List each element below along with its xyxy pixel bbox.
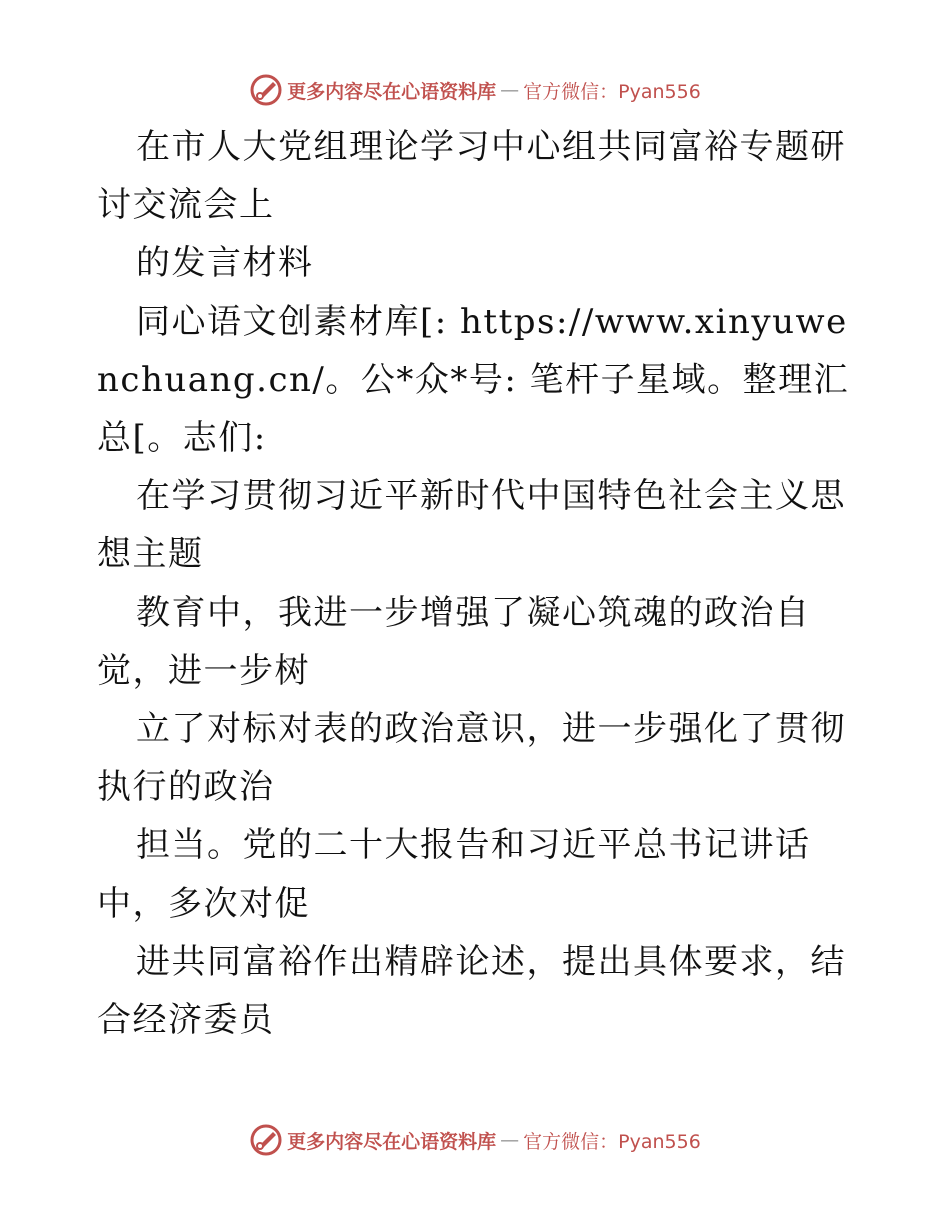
paragraph-title: 在市人大党组理论学习中心组共同富裕专题研讨交流会上 (97, 127, 846, 226)
banner-title: 更多内容尽在心语资料库 (287, 1130, 497, 1153)
banner-contact: 官方微信：Pyan556 (523, 1130, 701, 1153)
header-watermark-banner (0, 70, 950, 110)
banner-contact: 官方微信：Pyan556 (523, 80, 701, 103)
logo-icon (249, 73, 283, 107)
paragraph-body: 教育中，我进一步增强了凝心筑魂的政治自觉，进一步树 (97, 592, 811, 691)
paragraph-source: 同心语文创素材库[: https://www.xinyuwenchuang.cn/。公*众*号: 笔杆子星域。整理汇总[。志们: (97, 301, 850, 459)
footer-watermark-banner (0, 1120, 950, 1160)
paragraph-body: 立了对标对表的政治意识，进一步强化了贯彻执行的政治 (97, 709, 846, 808)
paragraph-body: 担当。党的二十大报告和习近平总书记讲话中，多次对促 (97, 825, 811, 924)
banner-dash: — (500, 1129, 520, 1151)
paragraph-body: 在学习贯彻习近平新时代中国特色社会主义思想主题 (97, 476, 846, 575)
document-body (97, 118, 857, 1049)
paragraph-body: 进共同富裕作出精辟论述，提出具体要求，结合经济委员 (97, 941, 846, 1041)
banner-dash: — (500, 79, 520, 101)
paragraph-title-cont: 的发言材料 (136, 243, 314, 284)
banner-title: 更多内容尽在心语资料库 (287, 80, 497, 103)
logo-icon (249, 1123, 283, 1157)
